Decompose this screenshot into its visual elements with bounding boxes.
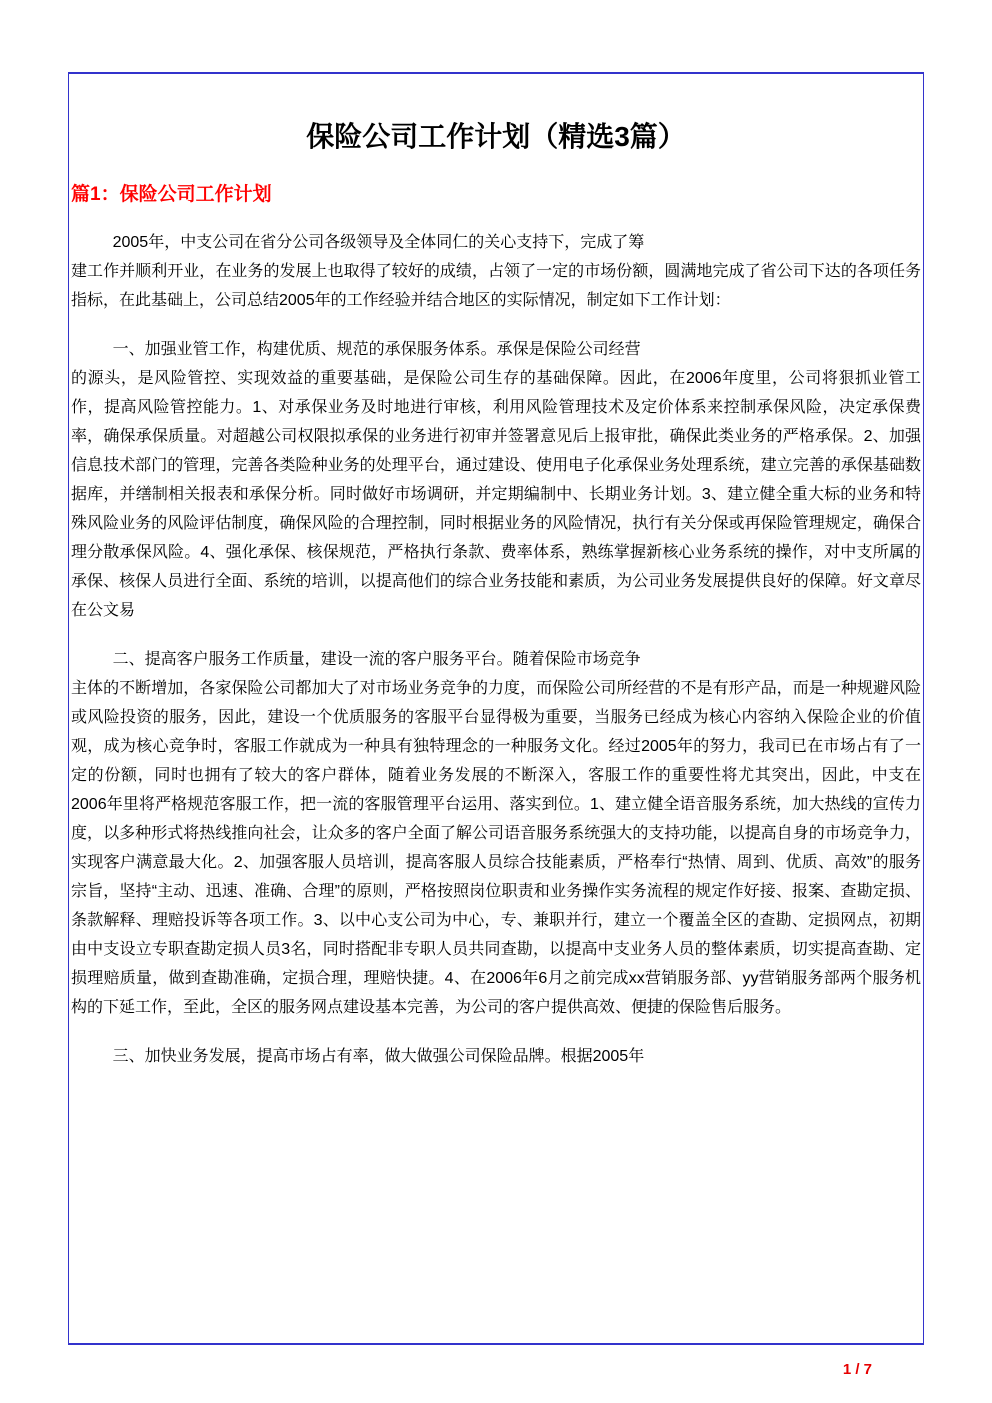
paragraph-intro	[71, 228, 921, 315]
paragraph-intro-first-line: 2005年，中支公司在省分公司各级领导及全体同仁的关心支持下，完成了筹	[112, 234, 645, 251]
paragraph-point-3	[71, 1042, 921, 1071]
page-number: 1 / 7	[842, 1361, 872, 1378]
section-1-heading: 篇1：保险公司工作计划	[71, 184, 272, 205]
paragraph-intro-body: 建工作并顺利开业，在业务的发展上也取得了较好的成绩，占领了一定的市场份额，圆满地完成了省公司下达的各项任务指标，在此基础上，公司总结2005年的工作经验并结合地区的实际情况，制定如下工作计划：	[71, 263, 921, 309]
paragraph-point-3-first-line: 三、加快业务发展，提高市场占有率，做大做强公司保险品牌。根据2005年	[112, 1048, 645, 1065]
paragraph-point-1-body: 的源头，是风险管控、实现效益的重要基础，是保险公司生存的基础保障。因此，在2006年度里，公司将狠抓业管工作，提高风险管控能力。1、对承保业务及时地进行审核，利用风险管理技术及定价体系来控制承保风险，决定承保费率，确保承保质量。对超越公司权限拟承保的业务进行初审并签署意见后上报审批，确保此类业务的严格承保。2、加强信息技术部门的管理，完善各类险种业务的处理平台，通过建设、使用电子化承保业务处理系统，建立完善的承保基础数据库，并缮制相关报表和承保分析。同时做好市场调研，并定期编制中、长期业务计划。3、建立健全重大标的业务和特殊风险业务的风险评估制度，确保风险的合理控制，同时根据业务的风险情况，执行有关分保或再保险管理规定，确保合理分散承保风险。4、强化承保、核保规范，严格执行条款、费率体系，熟练掌握新核心业务系统的操作，对中支所属的承保、核保人员进行全面、系统的培训，以提高他们的综合业务技能和素质，为公司业务发展提供良好的保障。好文章尽在公文易	[71, 370, 921, 619]
paragraph-point-1	[71, 335, 921, 625]
page-footer	[843, 1360, 872, 1380]
paragraph-point-2	[71, 645, 921, 1022]
paragraph-point-1-first-line: 一、加强业管工作，构建优质、规范的承保服务体系。承保是保险公司经营	[112, 341, 641, 358]
document-title: 保险公司工作计划（精选3篇）	[306, 121, 686, 152]
page-border-frame	[68, 72, 924, 1345]
paragraph-point-2-first-line: 二、提高客户服务工作质量，建设一流的客户服务平台。随着保险市场竞争	[112, 651, 641, 668]
paragraph-point-2-body: 主体的不断增加，各家保险公司都加大了对市场业务竞争的力度，而保险公司所经营的不是有形产品，而是一种规避风险或风险投资的服务，因此，建设一个优质服务的客服平台显得极为重要，当服务已经成为核心内容纳入保险企业的价值观，成为核心竞争时，客服工作就成为一种具有独特理念的一种服务文化。经过2005年的努力，我司已在市场占有了一定的份额，同时也拥有了较大的客户群体，随着业务发展的不断深入，客服工作的重要性将尤其突出，因此，中支在2006年里将严格规范客服工作，把一流的客服管理平台运用、落实到位。1、建立健全语音服务系统，加大热线的宣传力度，以多种形式将热线推向社会，让众多的客户全面了解公司语音服务系统强大的支持功能，以提高自身的市场竞争力，实现客户满意最大化。2、加强客服人员培训，提高客服人员综合技能素质，严格奉行“热情、周到、优质、高效”的服务宗旨，坚持“主动、迅速、准确、合理”的原则，严格按照岗位职责和业务操作实务流程的规定作好接、报案、查勘定损、条款解释、理赔投诉等各项工作。3、以中心支公司为中心，专、兼职并行，建立一个覆盖全区的查勘、定损网点，初期由中支设立专职查勘定损人员3名，同时搭配非专职人员共同查勘，以提高中支业务人员的整体素质，切实提高查勘、定损理赔质量，做到查勘准确，定损合理，理赔快捷。4、在2006年6月之前完成xx营销服务部、yy营销服务部两个服务机构的下延工作，至此，全区的服务网点建设基本完善，为公司的客户提供高效、便捷的保险售后服务。	[71, 680, 921, 1016]
